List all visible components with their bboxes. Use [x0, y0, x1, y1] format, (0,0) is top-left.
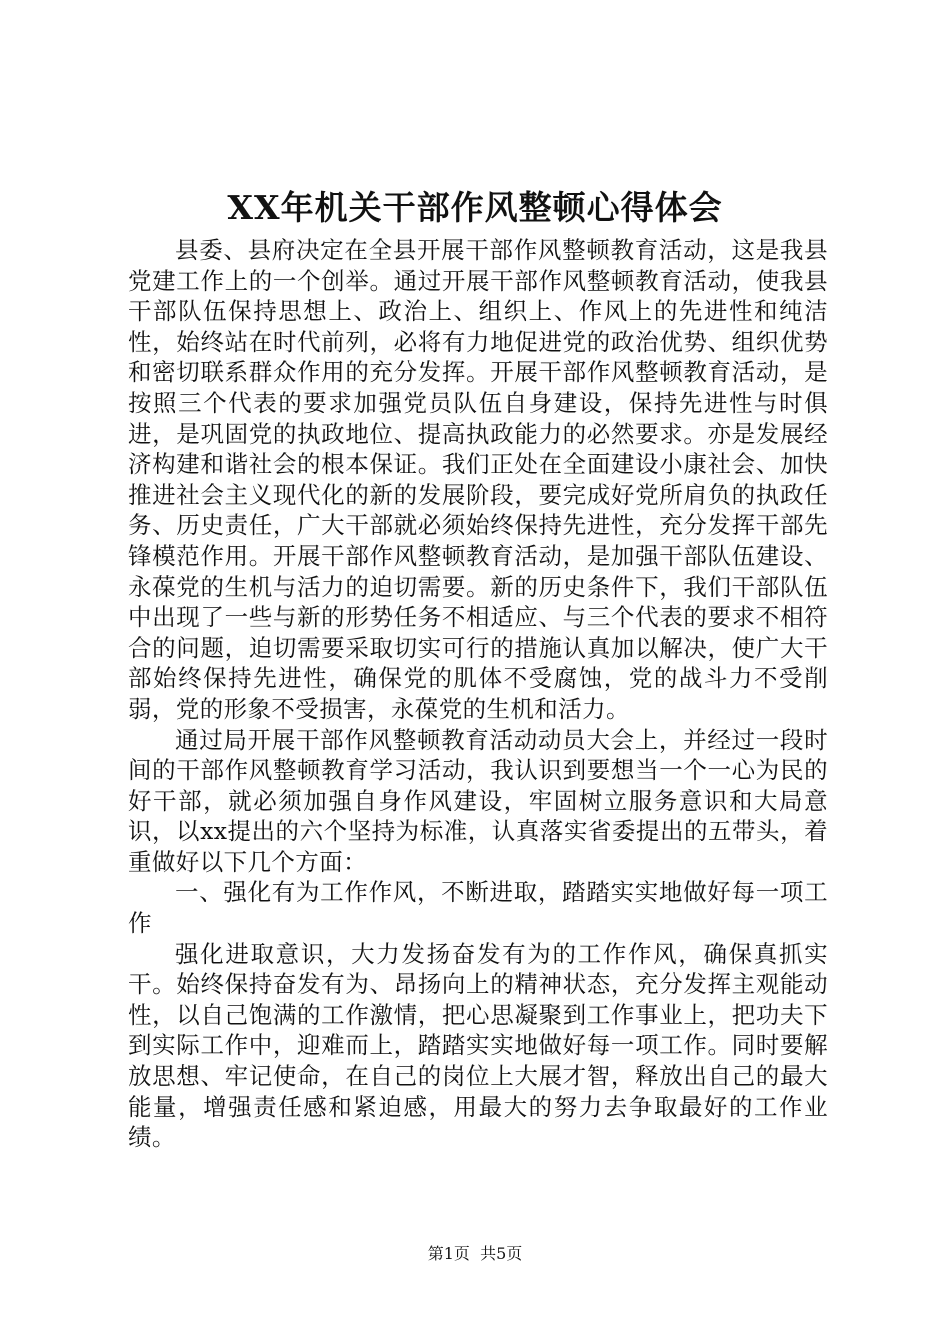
- paragraph-intro: 县委、县府决定在全县开展干部作风整顿教育活动，这是我县党建工作上的一个创举。通过开展干部作风整顿教育活动，使我县干部队伍保持思想上、政治上、组织上、作风上的先进性和纯洁性，始终站在时代前列，必将有力地促进党的政治优势、组织优势和密切联系群众作用的充分发挥。开展干部作风整顿教育活动，是按照三个代表的要求加强党员队伍自身建设，保持先进性与时俱进，是巩固党的执政地位、提高执政能力的必然要求。亦是发展经济构建和谐社会的根本保证。我们正处在全面建设小康社会、加快推进社会主义现代化的新的发展阶段，要完成好党所肩负的执政任务、历史责任，广大干部就必须始终保持先进性，充分发挥干部先锋模范作用。开展干部作风整顿教育活动，是加强干部队伍建设、永葆党的生机与活力的迫切需要。新的历史条件下，我们干部队伍中出现了一些与新的形势任务不相适应、与三个代表的要求不相符合的问题，迫切需要采取切实可行的措施认真加以解决，使广大干部始终保持先进性，确保党的肌体不受腐蚀，党的战斗力不受削弱，党的形象不受损害，永葆党的生机和活力。: [128, 236, 828, 723]
- paragraph-section-one: 强化进取意识，大力发扬奋发有为的工作作风，确保真抓实干。始终保持奋发有为、昂扬向上的精神状态，充分发挥主观能动性，以自己饱满的工作激情，把心思凝聚到工作事业上，把功夫下到实际工作中，迎难而上，踏踏实实地做好每一项工作。同时要解放思想、牢记使命，在自己的岗位上大展才智，释放出自己的最大能量，增强责任感和紧迫感，用最大的努力去争取最好的工作业绩。: [128, 939, 828, 1152]
- page-footer: [0, 1242, 950, 1266]
- section-heading-one: 一、强化有为工作作风，不断进取，踏踏实实地做好每一项工作: [128, 878, 828, 938]
- paragraph-understanding: 通过局开展干部作风整顿教育活动动员大会上，并经过一段时间的干部作风整顿教育学习活动，我认识到要想当一个一心为民的好干部，就必须加强自身作风建设，牢固树立服务意识和大局意识，以xx提出的六个坚持为标准，认真落实省委提出的五带头，着重做好以下几个方面：: [128, 725, 828, 876]
- page-total: 共5页: [480, 1244, 523, 1263]
- document-title: XX年机关干部作风整顿心得体会: [227, 188, 723, 227]
- page-number: 第1页: [427, 1244, 470, 1263]
- document-body: [128, 235, 828, 1153]
